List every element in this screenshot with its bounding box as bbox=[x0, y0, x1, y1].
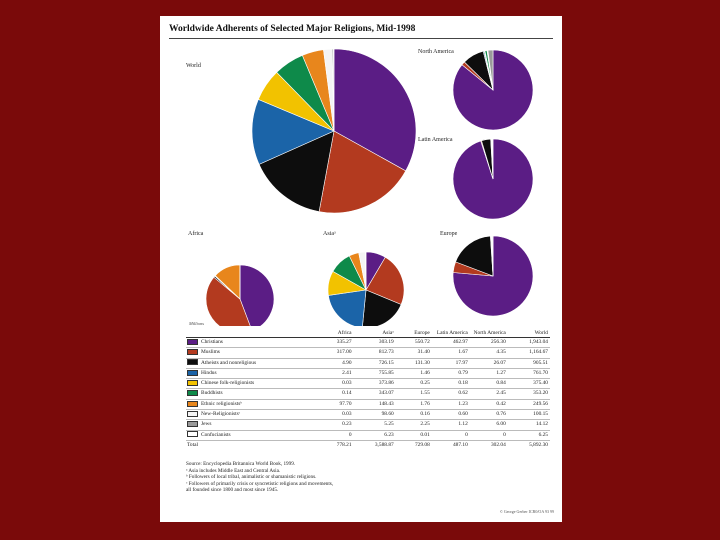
row-label-cell bbox=[186, 410, 319, 420]
footnotes bbox=[186, 461, 486, 494]
pie-north-america bbox=[453, 50, 533, 130]
value-cell: 6.25 bbox=[508, 430, 550, 440]
value-cell: 5,892.30 bbox=[508, 440, 550, 450]
chart-title: Worldwide Adherents of Selected Major Religions, Mid-1998 bbox=[169, 24, 416, 34]
credit-line: © George Gerber ICR0/OA 93 99 bbox=[499, 509, 554, 514]
column-header: Latin America bbox=[432, 330, 470, 338]
value-cell: 487.10 bbox=[432, 440, 470, 450]
value-cell: 0 bbox=[470, 430, 508, 440]
value-cell: 335.27 bbox=[319, 338, 354, 348]
row-label-cell bbox=[186, 399, 319, 409]
value-cell: 97.70 bbox=[319, 399, 354, 409]
row-label-cell bbox=[186, 368, 319, 378]
row-label: Atheists and nonreligious bbox=[201, 359, 257, 366]
value-cell: 755.85 bbox=[354, 368, 396, 378]
value-cell: 303.19 bbox=[354, 338, 396, 348]
legend-swatch bbox=[187, 401, 198, 407]
value-cell: 249.56 bbox=[508, 399, 550, 409]
value-cell: 905.51 bbox=[508, 358, 550, 368]
pie-label-world: World bbox=[186, 63, 201, 69]
pie-label-europe: Europe bbox=[440, 231, 458, 237]
value-cell: 462.97 bbox=[432, 338, 470, 348]
value-cell: 1.23 bbox=[432, 399, 470, 409]
value-cell: 148.43 bbox=[354, 399, 396, 409]
value-cell: 5.25 bbox=[354, 420, 396, 430]
value-cell: 0.25 bbox=[396, 379, 432, 389]
table-row bbox=[186, 338, 550, 348]
row-label: Buddhists bbox=[201, 390, 223, 397]
value-cell: 317.00 bbox=[319, 348, 354, 358]
footnote: ᵃ Asia includes Middle East and Central Asia. bbox=[186, 467, 281, 474]
row-label: Muslims bbox=[201, 349, 220, 356]
value-cell: 0.84 bbox=[470, 379, 508, 389]
value-cell: 778.21 bbox=[319, 440, 354, 450]
pie-europe bbox=[453, 236, 533, 316]
value-cell: 0.14 bbox=[319, 389, 354, 399]
legend-swatch bbox=[187, 421, 198, 427]
value-cell: 131.30 bbox=[396, 358, 432, 368]
row-label-cell bbox=[186, 379, 319, 389]
row-label: Christians bbox=[201, 339, 223, 345]
row-label-cell bbox=[186, 389, 319, 399]
value-cell: 0.03 bbox=[319, 410, 354, 420]
value-cell: 0.42 bbox=[470, 399, 508, 409]
value-cell: 302.04 bbox=[470, 440, 508, 450]
column-header bbox=[186, 330, 319, 338]
column-header: Africa bbox=[319, 330, 354, 338]
value-cell: 6.23 bbox=[354, 430, 396, 440]
table-row bbox=[186, 399, 550, 409]
value-cell: 1.12 bbox=[432, 420, 470, 430]
pie-africa bbox=[206, 265, 274, 326]
value-cell: 726.15 bbox=[354, 358, 396, 368]
legend-swatch bbox=[187, 339, 198, 345]
value-cell: 4.90 bbox=[319, 358, 354, 368]
data-table bbox=[186, 330, 550, 450]
value-cell: 0.18 bbox=[432, 379, 470, 389]
pie-asia bbox=[328, 252, 404, 326]
footnote: all founded since 1800 and most since 1945. bbox=[186, 487, 279, 493]
row-label: New-Religionistsᶜ bbox=[201, 411, 241, 418]
value-cell: 1.67 bbox=[432, 348, 470, 358]
value-cell: 1.46 bbox=[396, 368, 432, 378]
value-cell: 550.72 bbox=[396, 338, 432, 348]
pie-label-asia: Asiaᵃ bbox=[323, 231, 336, 237]
row-label-cell bbox=[186, 440, 319, 450]
row-label: Hindus bbox=[201, 369, 217, 376]
table-row bbox=[186, 348, 550, 358]
value-cell: 761.70 bbox=[508, 368, 550, 378]
pie-label-north-america: North America bbox=[418, 49, 454, 55]
value-cell: 4.35 bbox=[470, 348, 508, 358]
table-header-row bbox=[186, 330, 550, 338]
value-cell: 0 bbox=[432, 430, 470, 440]
pie-label-africa: Africa bbox=[188, 231, 204, 237]
table-row bbox=[186, 410, 550, 420]
value-cell: 2.25 bbox=[396, 420, 432, 430]
value-cell: 0.62 bbox=[432, 389, 470, 399]
value-cell: 1.27 bbox=[470, 368, 508, 378]
value-cell: 256.30 bbox=[470, 338, 508, 348]
value-cell: 0 bbox=[319, 430, 354, 440]
value-cell: 31.40 bbox=[396, 348, 432, 358]
row-label: Chinese folk-religionists bbox=[201, 380, 255, 387]
value-cell: 2.45 bbox=[470, 389, 508, 399]
value-cell: 1.55 bbox=[396, 389, 432, 399]
value-cell: 1,164.67 bbox=[508, 348, 550, 358]
pie-label-latin-america: Latin America bbox=[418, 137, 453, 143]
row-label-cell bbox=[186, 430, 319, 440]
value-cell: 0.60 bbox=[432, 410, 470, 420]
value-cell: 0.76 bbox=[470, 410, 508, 420]
value-cell: 375.40 bbox=[508, 379, 550, 389]
pie-charts bbox=[160, 16, 562, 326]
legend-swatch bbox=[187, 359, 198, 365]
value-cell: 0.79 bbox=[432, 368, 470, 378]
value-cell: 26.07 bbox=[470, 358, 508, 368]
pie-latin-america bbox=[453, 139, 533, 219]
column-header: Europe bbox=[396, 330, 432, 338]
table-row bbox=[186, 440, 550, 450]
value-cell: 98.60 bbox=[354, 410, 396, 420]
legend-swatch bbox=[187, 349, 198, 355]
value-cell: 373.86 bbox=[354, 379, 396, 389]
table-row bbox=[186, 430, 550, 440]
legend-swatch bbox=[187, 370, 198, 376]
pie-world bbox=[252, 49, 416, 213]
units-label: Millions bbox=[189, 321, 205, 326]
value-cell: 1,943.04 bbox=[508, 338, 550, 348]
value-cell: 812.73 bbox=[354, 348, 396, 358]
value-cell: 0.01 bbox=[396, 430, 432, 440]
footnote: ᶜ Followers of primarily crisis or syncretistic religions and movements, bbox=[186, 480, 334, 487]
value-cell: 1.76 bbox=[396, 399, 432, 409]
legend-swatch bbox=[187, 431, 198, 437]
column-header: North America bbox=[470, 330, 508, 338]
footnote: Source: Encyclopedia Britannica World Book, 1999. bbox=[186, 461, 296, 467]
table-row bbox=[186, 358, 550, 368]
value-cell: 14.12 bbox=[508, 420, 550, 430]
table-row bbox=[186, 420, 550, 430]
value-cell: 729.08 bbox=[396, 440, 432, 450]
value-cell: 17.97 bbox=[432, 358, 470, 368]
row-label: Jews bbox=[201, 421, 212, 428]
table-row bbox=[186, 389, 550, 399]
row-label-cell bbox=[186, 420, 319, 430]
column-header: Asiaᵃ bbox=[354, 330, 396, 338]
table-row bbox=[186, 379, 550, 389]
value-cell: 353.20 bbox=[508, 389, 550, 399]
value-cell: 343.07 bbox=[354, 389, 396, 399]
row-label: Ethnic religionistsᵇ bbox=[201, 400, 243, 407]
pie-slice-hindus bbox=[328, 290, 366, 326]
chart-sheet bbox=[160, 16, 562, 522]
value-cell: 0.23 bbox=[319, 420, 354, 430]
row-label: Confucianists bbox=[201, 431, 231, 438]
row-label-cell bbox=[186, 358, 319, 368]
legend-swatch bbox=[187, 390, 198, 396]
value-cell: 6.00 bbox=[470, 420, 508, 430]
footnote: ᵇ Followers of local tribal, animalistic or shamanistic religions. bbox=[186, 474, 317, 480]
value-cell: 2.41 bbox=[319, 368, 354, 378]
legend-swatch bbox=[187, 380, 198, 386]
table-row bbox=[186, 368, 550, 378]
value-cell: 100.15 bbox=[508, 410, 550, 420]
row-label: Total bbox=[187, 441, 198, 448]
column-header: World bbox=[508, 330, 550, 338]
legend-swatch bbox=[187, 411, 198, 417]
value-cell: 3,588.87 bbox=[354, 440, 396, 450]
value-cell: 0.16 bbox=[396, 410, 432, 420]
value-cell: 0.03 bbox=[319, 379, 354, 389]
row-label-cell bbox=[186, 338, 319, 348]
row-label-cell bbox=[186, 348, 319, 358]
